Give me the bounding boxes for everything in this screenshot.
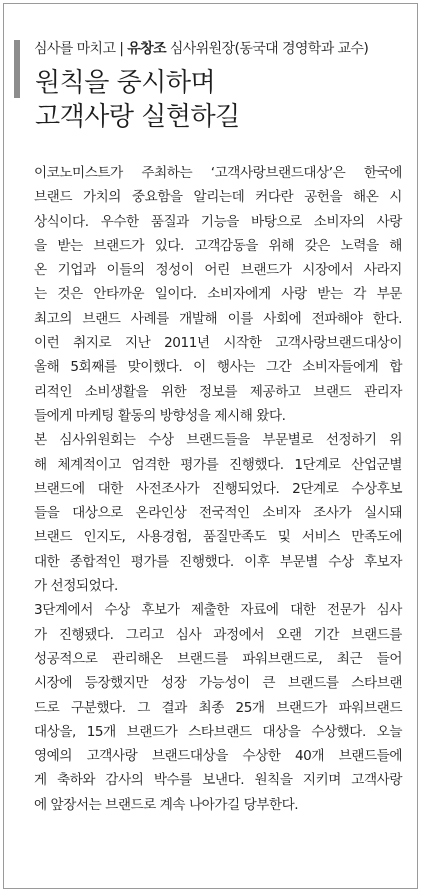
headline xyxy=(35,66,240,134)
body-text-line: 리적인 소비생활을 위한 정보를 제공하고 브랜드 관리자 xyxy=(34,383,403,400)
byline-author-title: 심사위원장(동국대 경영학과 교수) xyxy=(166,41,369,57)
body-text-line: 대한 종합적인 평가를 진행했다. 이후 부문별 수상 후보자 xyxy=(34,553,403,570)
body-text-line: 영예의 고객사랑 브랜드대상을 수상한 40개 브랜드들에 xyxy=(34,748,402,765)
body-text-line: 본 심사위원회는 수상 브랜드들을 부문별로 선정하기 위 xyxy=(34,432,403,449)
body-text-line: 들을 대상으로 온라인상 전국적인 소비자 조사가 실시돼 xyxy=(34,505,403,522)
body-text-line: 최고의 브랜드 사례를 개발해 이를 사회에 전파해야 한다. xyxy=(34,310,403,327)
body-text-line: 대상을, 15개 브랜드가 스타브랜드 대상을 수상했다. 오늘 xyxy=(34,723,402,740)
byline-prefix: 심사를 마치고 | xyxy=(34,41,128,57)
body-paragraph xyxy=(34,428,402,598)
article-frame xyxy=(3,3,418,889)
headline-line-1: 원칙을 중시하며 xyxy=(35,68,216,98)
body-paragraph xyxy=(34,598,402,817)
body-text-line: 브랜드 인지도, 사용경험, 품질만족도 및 서비스 만족도에 xyxy=(34,529,403,546)
body-text-line: 는 것은 안타까운 일이다. 소비자에게 사랑 받는 각 부문 xyxy=(34,286,402,303)
body-text-line: 가 선정되었다. xyxy=(34,578,118,595)
body-text-line: 성공적으로 관리해온 브랜드를 파워브랜드로, 최근 들어 xyxy=(34,650,403,667)
body-text-line: 올해 5회째를 맞이했다. 이 행사는 그간 소비자들에게 합 xyxy=(34,359,402,376)
body-text-line: 해 체계적이고 엄격한 평가를 진행했다. 1단계로 산업군별 xyxy=(34,456,403,473)
accent-bar xyxy=(14,40,20,98)
body-text-line: 온 기업과 이들의 정성이 어린 브랜드가 시장에서 사라지 xyxy=(34,262,402,279)
body-text-line: 이런 취지로 지난 2011년 시작한 고객사랑브랜드대상이 xyxy=(34,335,403,352)
body-text-line: 이코노미스트가 주최하는 ‘고객사랑브랜드대상’은 한국에 xyxy=(34,165,402,181)
byline-author-name: 유창조 xyxy=(127,41,166,57)
body-text-line: 브랜드 가치의 중요함을 알리는데 커다란 공헌을 해온 시 xyxy=(34,189,402,206)
body-text-line: 브랜드에 대한 사전조사가 진행되었다. 2단계로 수상후보 xyxy=(34,480,402,497)
body-paragraph xyxy=(34,161,402,428)
body-text-line: 3단계에서 수상 후보가 제출한 자료에 대한 전문가 심사 xyxy=(34,602,402,619)
body-text-line: 드로 구분했다. 그 결과 최종 25개 브랜드가 파워브랜드 xyxy=(34,699,402,716)
body-text-line: 상식이다. 우수한 품질과 기능을 바탕으로 소비자의 사랑 xyxy=(34,213,402,230)
headline-line-2: 고객사랑 실현하길 xyxy=(35,102,240,132)
body-text-line: 시장에 등장했지만 성장 가능성이 큰 브랜드를 스타브랜 xyxy=(34,675,403,692)
body-text-line: 가 진행됐다. 그리고 심사 과정에서 오랜 기간 브랜드를 xyxy=(34,626,402,643)
body-text-line: 게 축하와 감사의 박수를 보낸다. 원칙을 지키며 고객사랑 xyxy=(34,772,403,789)
body-text-line: 에 앞장서는 브랜드로 계속 나아가길 당부한다. xyxy=(34,796,299,813)
byline xyxy=(34,38,368,58)
body-text-line: 을 받는 브랜드가 있다. 고객감동을 위해 갖은 노력을 해 xyxy=(34,237,402,254)
article-body xyxy=(34,161,402,817)
body-text-line: 들에게 마케팅 활동의 방향성을 제시해 왔다. xyxy=(34,407,286,424)
